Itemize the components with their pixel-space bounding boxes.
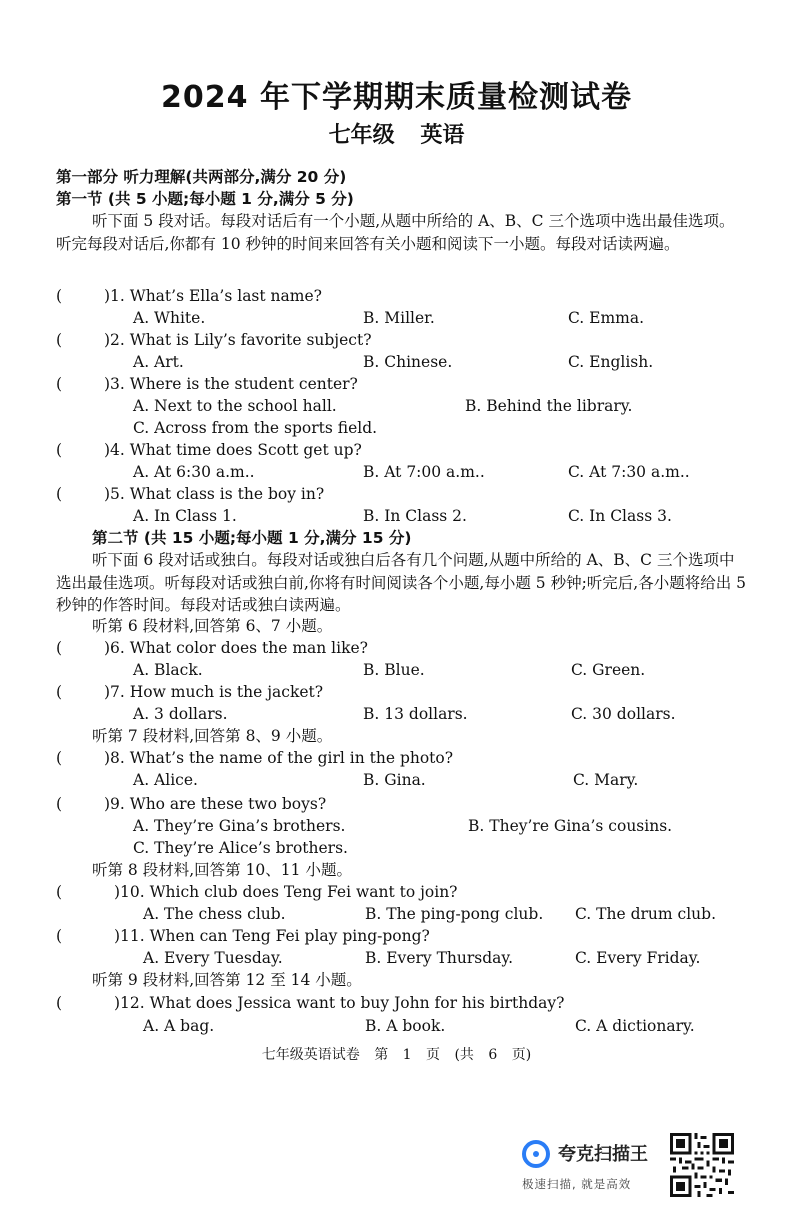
question-stem: ( )7. How much is the jacket?: [56, 683, 324, 701]
option-c: C. English.: [568, 353, 654, 371]
option-a: A. They’re Gina’s brothers.: [133, 817, 346, 835]
option-a: A. At 6:30 a.m..: [133, 463, 255, 481]
option-b: B. At 7:00 a.m..: [363, 463, 485, 481]
option-b: B. Gina.: [363, 771, 426, 789]
option-b: B. Miller.: [363, 309, 435, 327]
page-footer: 七年级英语试卷 第 1 页 (共 6 页): [261, 1047, 532, 1063]
question-stem: ( )3. Where is the student center?: [56, 375, 358, 393]
option-a: A. Black.: [133, 661, 203, 679]
material-note: 听第 8 段材料,回答第 10、11 小题。: [92, 861, 352, 879]
question-stem: ( )11. When can Teng Fei play ping-pong?: [56, 927, 430, 945]
option-a: A. Every Tuesday.: [143, 949, 283, 967]
part1-heading: 第一部分 听力理解(共两部分,满分 20 分): [56, 168, 347, 186]
question-stem: ( )10. Which club does Teng Fei want to join?: [56, 883, 458, 901]
option-c: C. The drum club.: [575, 905, 716, 923]
material-note: 听第 7 段材料,回答第 8、9 小题。: [92, 727, 333, 745]
option-c: C. 30 dollars.: [571, 705, 676, 723]
question-stem: ( )4. What time does Scott get up?: [56, 441, 362, 459]
material-note: 听第 9 段材料,回答第 12 至 14 小题。: [92, 971, 362, 989]
exam-title: 2024 年下学期期末质量检测试卷: [161, 80, 632, 115]
question-stem: ( )6. What color does the man like?: [56, 639, 368, 657]
option-c: C. In Class 3.: [568, 507, 672, 525]
option-c: C. Every Friday.: [575, 949, 701, 967]
question-stem: ( )2. What is Lily’s favorite subject?: [56, 331, 372, 349]
option-b: B. In Class 2.: [363, 507, 467, 525]
quark-logo-icon: [522, 1140, 550, 1168]
option-a: A. The chess club.: [143, 905, 286, 923]
option-b: B. Behind the library.: [465, 397, 633, 415]
option-a: A. White.: [133, 309, 206, 327]
section2-instructions: 听下面 6 段对话或独白。每段对话或独白后各有几个问题,从题中所给的 A、B、C 三个选项中选出最佳选项。听每段对话或独白前,你将有时间阅读各个小题,每小题 5 秒钟;听完后,各小题将给出 5 秒钟的作答时间。每段对话或独白读两遍。: [56, 551, 747, 614]
section1-heading: 第一节 (共 5 小题;每小题 1 分,满分 5 分): [56, 190, 354, 208]
qr-code-icon: [670, 1133, 734, 1197]
option-a: A. In Class 1.: [133, 507, 237, 525]
option-c: C. Across from the sports field.: [133, 419, 378, 437]
option-a: A. Art.: [133, 353, 184, 371]
option-c: C. Green.: [571, 661, 646, 679]
option-b: B. 13 dollars.: [363, 705, 468, 723]
option-b: B. They’re Gina’s cousins.: [468, 817, 673, 835]
option-c: C. Emma.: [568, 309, 645, 327]
option-c: C. A dictionary.: [575, 1017, 695, 1035]
question-stem: ( )1. What’s Ella’s last name?: [56, 287, 322, 305]
question-stem: ( )5. What class is the boy in?: [56, 485, 325, 503]
option-b: B. Blue.: [363, 661, 425, 679]
question-stem: ( )12. What does Jessica want to buy John for his birthday?: [56, 994, 565, 1012]
question-stem: ( )9. Who are these two boys?: [56, 795, 327, 813]
option-a: A. Next to the school hall.: [133, 397, 337, 415]
option-c: C. They’re Alice’s brothers.: [133, 839, 348, 857]
option-b: B. The ping-pong club.: [365, 905, 544, 923]
section1-instructions: 听下面 5 段对话。每段对话后有一个小题,从题中所给的 A、B、C 三个选项中选出最佳选项。听完每段对话后,你都有 10 秒钟的时间来回答有关小题和阅读下一小题。每段对话读两遍。: [56, 212, 735, 253]
brand-tagline: 极速扫描, 就是高效: [522, 1177, 632, 1191]
option-c: C. At 7:30 a.m..: [568, 463, 690, 481]
option-c: C. Mary.: [573, 771, 639, 789]
section2-heading: 第二节 (共 15 小题;每小题 1 分,满分 15 分): [92, 529, 412, 547]
exam-subtitle: 七年级 英语: [328, 123, 465, 148]
scanner-watermark: [522, 1136, 672, 1196]
option-a: A. A bag.: [143, 1017, 215, 1035]
option-a: A. 3 dollars.: [133, 705, 228, 723]
option-b: B. Every Thursday.: [365, 949, 514, 967]
material-note: 听第 6 段材料,回答第 6、7 小题。: [92, 617, 333, 635]
option-a: A. Alice.: [133, 771, 198, 789]
option-b: B. A book.: [365, 1017, 446, 1035]
brand-name: 夸克扫描王: [558, 1144, 648, 1165]
question-stem: ( )8. What’s the name of the girl in the photo?: [56, 749, 454, 767]
option-b: B. Chinese.: [363, 353, 453, 371]
